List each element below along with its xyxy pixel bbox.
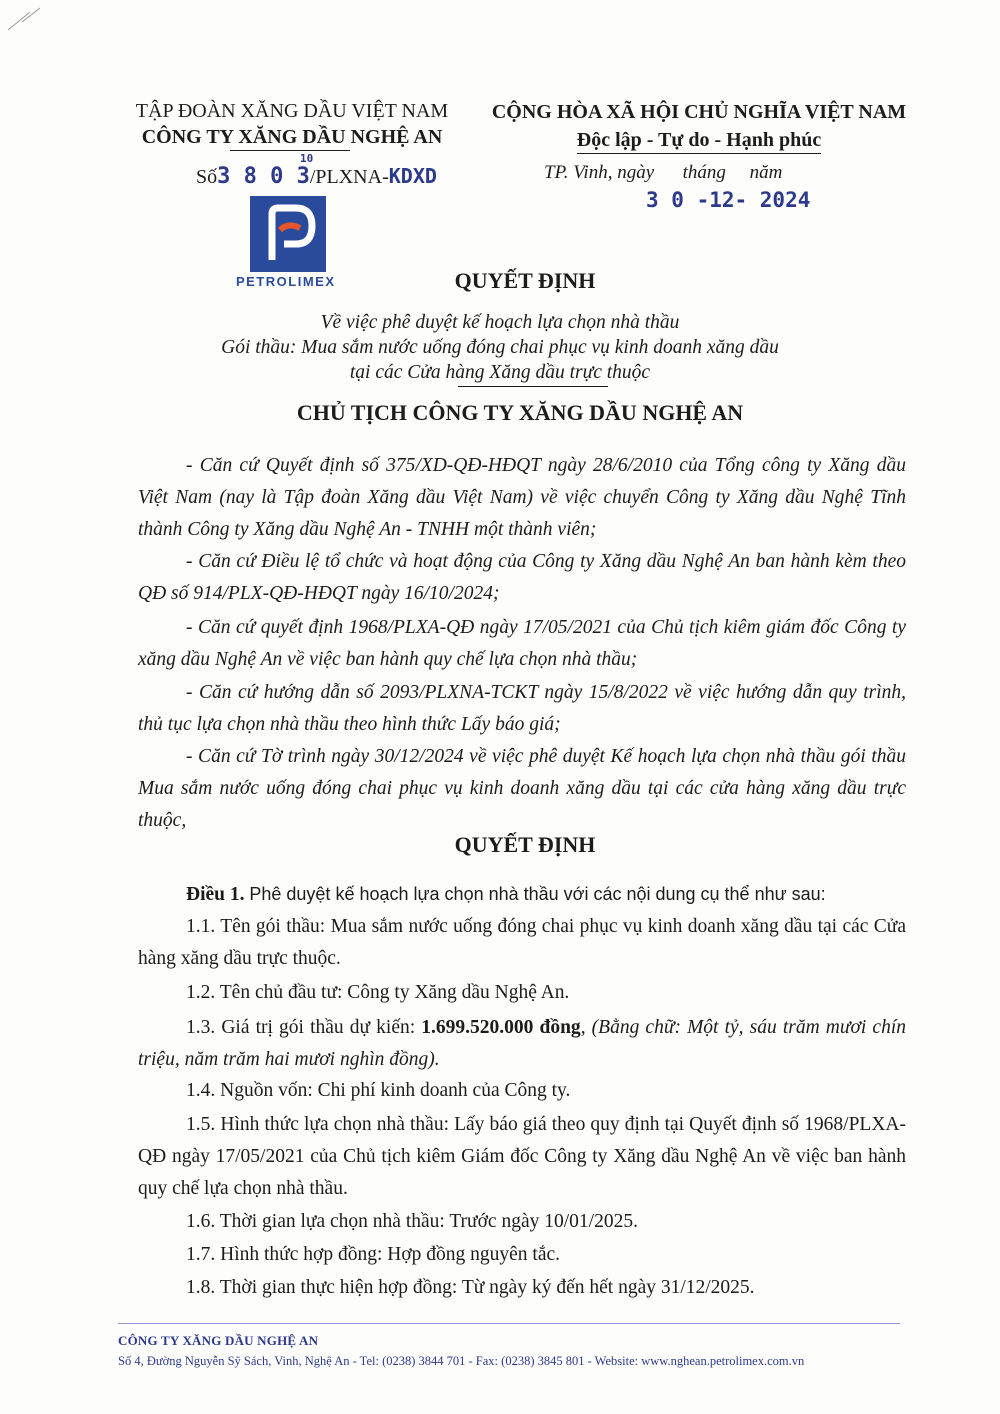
footer-divider bbox=[118, 1323, 900, 1324]
item-1-6: 1.6. Thời gian lựa chọn nhà thầu: Trước ngày 10/01/2025. bbox=[186, 1211, 638, 1232]
issuer-underline bbox=[230, 150, 350, 151]
issuer-parent: TẬP ĐOÀN XĂNG DẦU VIỆT NAM bbox=[135, 100, 449, 122]
national-motto: Độc lập - Tự do - Hạnh phúc bbox=[576, 129, 822, 151]
so-number-handwritten: 3 8 0 3 bbox=[217, 164, 310, 189]
footer-company: CÔNG TY XĂNG DẦU NGHỆ AN bbox=[118, 1333, 319, 1348]
basis-4: - Căn cứ hướng dẫn số 2093/PLXNA-TCKT ngày 15/8/2022 về việc hướng dẫn quy trình, thủ tục lựa chọn nhà thầu theo hình thức Lấy báo giá; bbox=[138, 682, 906, 735]
item-1-3-words: (Bằng chữ: Một tỷ, sáu trăm mươi chín triệu, năm trăm hai mươi nghìn đồng). bbox=[138, 1017, 906, 1070]
document-number bbox=[196, 162, 437, 191]
basis-5: - Căn cứ Tờ trình ngày 30/12/2024 về việc phê duyệt Kế hoạch lựa chọn nhà thầu gói thầu Mua sắm nước uống đóng chai phục vụ kinh doanh xăng dầu tại các cửa hàng xăng dầu trực thuộc, bbox=[138, 746, 906, 831]
so-code: /PLXNA- bbox=[309, 166, 389, 188]
subtitle-line-2: Gói thầu: Mua sắm nước uống đóng chai phục vụ kinh doanh xăng dầu bbox=[221, 337, 779, 358]
motto-underline bbox=[577, 153, 821, 154]
subtitle-underline bbox=[458, 386, 608, 387]
subtitle-line-3: tại các Cửa hàng Xăng dầu trực thuộc bbox=[349, 362, 651, 383]
decision-subtitle bbox=[0, 310, 1000, 385]
basis-2: - Căn cứ Điều lệ tổ chức và hoạt động của Công ty Xăng dầu Nghệ An ban hành kèm theo QĐ số 914/PLX-QĐ-HĐQT ngày 16/10/2024; bbox=[138, 551, 906, 604]
date-line: TP. Vinh, ngày tháng năm bbox=[544, 162, 783, 183]
article-1 bbox=[138, 878, 906, 911]
decision-heading: QUYẾT ĐỊNH bbox=[454, 832, 596, 857]
article-1-label: Điều 1. bbox=[186, 884, 245, 905]
corner-scribble bbox=[0, 0, 70, 40]
item-1-4: 1.4. Nguồn vốn: Chi phí kinh doanh của Công ty. bbox=[186, 1080, 571, 1101]
so-suffix-handwritten: KDXD bbox=[388, 164, 437, 188]
item-1-3: 1.3. Giá trị gói thầu dự kiến: 1.699.520.000 đồng, (Bằng chữ: Một tỷ, sáu trăm mươi chín triệu, năm trăm hai mươi nghìn đồng). bbox=[138, 1017, 906, 1070]
item-1-2: 1.2. Tên chủ đầu tư: Công ty Xăng dầu Nghệ An. bbox=[186, 982, 570, 1003]
article-1-text: Phê duyệt kế hoạch lựa chọn nhà thầu với các nội dung cụ thể như sau: bbox=[249, 884, 826, 904]
decision-title: QUYẾT ĐỊNH bbox=[454, 268, 596, 293]
item-1-5: 1.5. Hình thức lựa chọn nhà thầu: Lấy báo giá theo quy định tại Quyết định số 1968/PLXA-QĐ ngày 17/05/2021 của Chủ tịch kiêm Giám đốc Công ty Xăng dầu Nghệ An về việc ban hành quy chế lựa chọn nhà thầu. bbox=[138, 1114, 906, 1199]
petrolimex-logo-icon bbox=[250, 196, 326, 272]
subtitle-line-1: Về việc phê duyệt kế hoạch lựa chọn nhà thầu bbox=[320, 312, 680, 333]
issuer-company: CÔNG TY XĂNG DẦU NGHỆ AN bbox=[141, 126, 443, 148]
item-1-7: 1.7. Hình thức hợp đồng: Hợp đồng nguyên tắc. bbox=[186, 1244, 561, 1265]
basis-3: - Căn cứ quyết định 1968/PLXA-QĐ ngày 17/05/2021 của Chủ tịch kiêm giám đốc Công ty xăng dầu Nghệ An về việc ban hành quy chế lựa chọn nhà thầu; bbox=[138, 617, 906, 670]
so-superscript-handwritten: 10 bbox=[300, 152, 314, 165]
issuer-block bbox=[108, 98, 476, 150]
logo-wordmark: PETROLIMEX bbox=[236, 274, 336, 289]
petrolimex-logo bbox=[250, 196, 326, 272]
item-1-1: 1.1. Tên gói thầu: Mua sắm nước uống đóng chai phục vụ kinh doanh xăng dầu tại các Cửa hàng xăng dầu trực thuộc. bbox=[138, 916, 906, 969]
item-1-8: 1.8. Thời gian thực hiện hợp đồng: Từ ngày ký đến hết ngày 31/12/2025. bbox=[186, 1277, 755, 1298]
item-1-3-prefix: 1.3. Giá trị gói thầu dự kiến: bbox=[186, 1017, 416, 1038]
national-title: CỘNG HÒA XÃ HỘI CHỦ NGHĨA VIỆT NAM bbox=[491, 101, 907, 123]
authority-title: CHỦ TỊCH CÔNG TY XĂNG DẦU NGHỆ AN bbox=[296, 400, 744, 425]
footer-address: Số 4, Đường Nguyễn Sỹ Sách, Vinh, Nghệ An - Tel: (0238) 3844 701 - Fax: (0238) 3845 801 - Website: www.nghean.petrolimex.com.vn bbox=[118, 1354, 805, 1368]
national-motto-block bbox=[476, 98, 922, 154]
so-prefix: Số bbox=[196, 166, 218, 188]
item-1-3-amount: 1.699.520.000 đồng bbox=[421, 1017, 581, 1038]
basis-1: - Căn cứ Quyết định số 375/XD-QĐ-HĐQT ngày 28/6/2010 của Tổng công ty Xăng dầu Việt Nam (nay là Tập đoàn Xăng dầu Việt Nam) về việc chuyển Công ty Xăng dầu Nghệ Tĩnh thành Công ty Xăng dầu Nghệ An - TNHH một thành viên; bbox=[138, 455, 906, 540]
date-handwritten: 3 0 -12- 2024 bbox=[646, 188, 811, 212]
